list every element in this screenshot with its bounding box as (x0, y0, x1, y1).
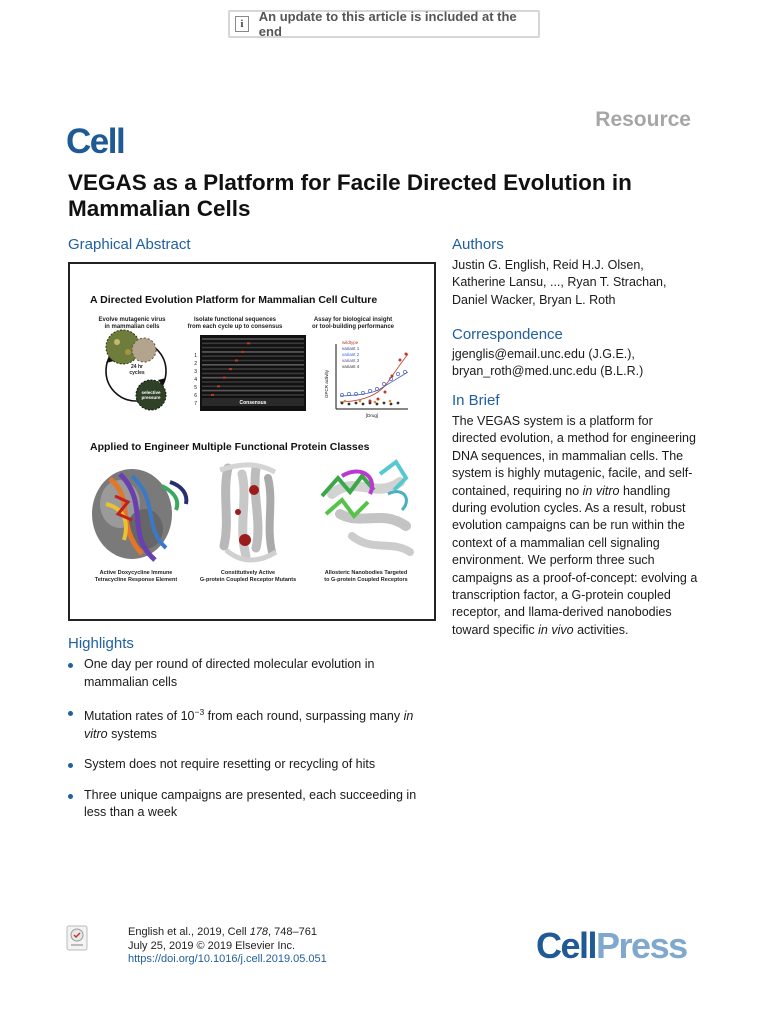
legend-wildtype: wildtype (342, 340, 359, 345)
highlight-item: Mutation rates of $10^{-3}$ from each round, surpassing many in vitro systems (68, 704, 440, 743)
step2-line1: Isolate functional sequences (193, 317, 277, 323)
highlight-item: One day per round of directed molecular evolution in mammalian cells (68, 656, 440, 691)
step3-line2: or tool-building performance (312, 324, 394, 330)
caption2-line2: G-protein Coupled Receptor Mutants (199, 577, 297, 583)
check-for-updates-icon[interactable] (66, 925, 88, 951)
authors-list (452, 257, 712, 309)
caption1-line1: Active Doxycycline Immune (99, 570, 173, 576)
protein-structure-1 (92, 469, 186, 560)
row-number: 6 (194, 393, 197, 399)
graphical-abstract-figure (68, 262, 436, 621)
evolution-cycle-illustration (106, 330, 166, 410)
cellpress-logo: CellPress (536, 925, 687, 966)
consensus-label: Consensus (239, 400, 267, 406)
info-icon: i (235, 16, 249, 32)
plot-ylabel: GPCR activity (324, 369, 329, 399)
email-link[interactable]: bryan_roth@med.unc.edu (B.L.R.) (452, 364, 644, 379)
figure-subtitle: Applied to Engineer Multiple Functional Protein Classes (90, 441, 370, 453)
correspondence-heading: Correspondence (452, 326, 563, 343)
authors-line: Katherine Lansu, ..., Ryan T. Strachan, (452, 275, 667, 290)
plot-xlabel: [Drug] (365, 413, 379, 418)
highlight-item: Three unique campaigns are presented, each succeeding in less than a week (68, 787, 440, 822)
authors-line: Justin G. English, Reid H.J. Olsen, (452, 258, 644, 272)
citation-line: English et al., 2019, Cell 178, 748–761 (128, 926, 317, 938)
in-brief-text: The VEGAS system is a platform for directed evolution, a method for engineering DNA sequences, in mammalian cells. The system is highly mutagenic, facile, and self-contained, requiring no in vitro handling during evolution cycles. As a result, robust evolution campaigns can be run within the context of a mammalian cell signaling environment. We perform three such campaigns as a proof-of-concept: evolving a transcription factor, a G-protein coupled receptor, and llama-derived nanobodies toward specific in vivo activities. (452, 414, 698, 637)
dose-response-plot (324, 340, 408, 418)
in-brief-heading: In Brief (452, 392, 500, 409)
step1-line1: Evolve mutagenic virus (98, 317, 166, 323)
authors-heading: Authors (452, 236, 504, 253)
figure-title: A Directed Evolution Platform for Mammalian Cell Culture (90, 294, 378, 306)
caption1-line2: Tetracycline Response Element (94, 577, 178, 583)
highlights-heading: Highlights (68, 635, 134, 652)
step1-line2: in mammalian cells (104, 324, 160, 330)
row-number: 3 (194, 369, 197, 375)
row-number: 4 (194, 377, 197, 383)
selective-label-line2: pressure (141, 395, 161, 400)
highlights-list (68, 656, 440, 835)
caption2-line1: Constitutively Active (220, 570, 276, 576)
date-line: July 25, 2019 © 2019 Elsevier Inc. (128, 939, 296, 952)
authors-line: Daniel Wacker, Bryan L. Roth (452, 292, 616, 307)
legend-variant2: variant 2 (342, 352, 360, 357)
graphical-abstract-heading: Graphical Abstract (68, 236, 191, 253)
row-number: 1 (194, 353, 197, 359)
selective-label-line1: selective (141, 390, 161, 395)
update-banner[interactable] (228, 10, 540, 38)
legend-variant1: variant 1 (342, 346, 360, 351)
row-number: 7 (194, 401, 197, 407)
section-label: Resource (595, 108, 691, 131)
journal-logo: Cell (66, 122, 125, 161)
cycle-label-line2: cycles (129, 370, 145, 376)
correspondence-emails (452, 346, 712, 381)
caption3-line1: Allosteric Nanobodies Targeted (324, 570, 408, 576)
legend-variant3: variant 3 (342, 358, 360, 363)
caption3-line2: to G-protein Coupled Receptors (324, 577, 408, 583)
graphical-abstract-svg (70, 264, 434, 619)
update-banner-text[interactable]: An update to this article is included at the end (258, 9, 517, 39)
step3-line1: Assay for biological insight (313, 317, 393, 323)
email-link[interactable]: jgenglis@email.unc.edu (J.G.E.), (452, 347, 635, 361)
legend-variant4: variant 4 (342, 364, 360, 369)
protein-structure-2 (220, 465, 276, 560)
row-number: 5 (194, 385, 197, 391)
row-number: 2 (194, 361, 197, 367)
step2-line2: from each cycle up to consensus (187, 324, 283, 330)
article-title: VEGAS as a Platform for Facile Directed Evolution in Mammalian Cells (68, 170, 632, 221)
doi-link[interactable]: https://doi.org/10.1016/j.cell.2019.05.051 (128, 953, 327, 965)
cycle-label-line1: 24 hr (131, 364, 143, 370)
highlight-item: System does not require resetting or recycling of hits (68, 756, 440, 774)
protein-structure-3 (322, 462, 410, 552)
citation (128, 926, 327, 967)
sequence-alignment-illustration (194, 335, 306, 411)
